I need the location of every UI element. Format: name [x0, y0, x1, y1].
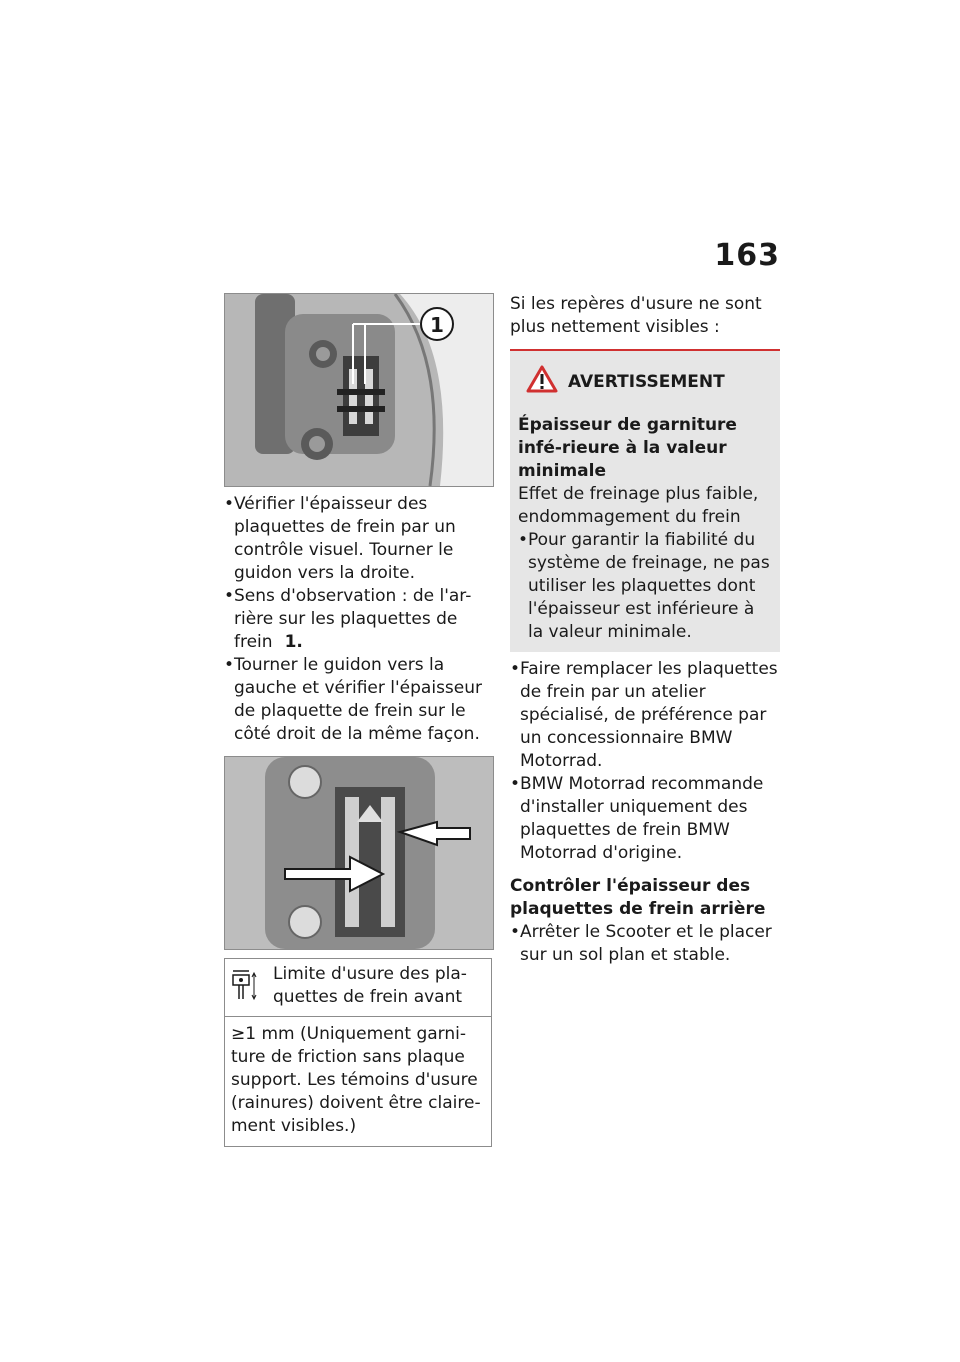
warning-box	[510, 349, 780, 652]
list-item: • Arrêter le Scooter et le placer sur un sol plan et stable.	[510, 921, 780, 967]
list-item: • Tourner le guidon vers la gauche et vérifier l'épaisseur de plaquette de frein sur le côté droit de la même façon.	[224, 654, 494, 746]
wear-limit-value: ≥1 mm (Uniquement garni-ture de friction sans plaque support. Les témoins d'usure (rainures) doivent être claire-ment visibles.)	[231, 1024, 481, 1136]
section-bullet-list	[510, 921, 780, 967]
list-item: • BMW Motorrad recommande d'installer uniquement des plaquettes de frein BMW Motorrad d'origine.	[510, 773, 780, 865]
warning-subtitle: Épaisseur de garniture infé-rieure à la valeur minimale	[518, 415, 737, 481]
wear-limit-title: Limite d'usure des pla-quettes de frein avant	[273, 964, 467, 1007]
right-bullet-list	[510, 658, 780, 865]
brake-pad-wear-icon	[231, 963, 273, 1010]
left-column	[224, 293, 494, 1147]
brake-pads-illustration	[225, 757, 493, 949]
list-item: • Sens d'observation : de l'ar-rière sur les plaquettes de frein 1.	[224, 585, 494, 654]
callout-label: 1	[430, 313, 444, 337]
wear-limit-box	[224, 958, 492, 1147]
warning-text: Effet de freinage plus faible, endommagement du frein	[518, 484, 759, 527]
right-column	[510, 293, 780, 967]
wear-limit-header	[225, 959, 491, 1017]
section-title: Contrôler l'épaisseur des plaquettes de frein arrière	[510, 876, 766, 919]
list-item: • Faire remplacer les plaquettes de frein par un atelier spécialisé, de préférence par un concessionnaire BMW Motorrad.	[510, 658, 780, 773]
intro-text: Si les repères d'usure ne sont plus nettement visibles :	[510, 294, 762, 337]
warning-triangle-icon	[526, 365, 558, 400]
figure-brake-caliper-front	[224, 293, 494, 487]
figure-brake-pads-arrows	[224, 756, 494, 950]
list-item: • Pour garantir la fiabilité du système de freinage, ne pas utiliser les plaquettes dont l'épaisseur est inférieure à la valeur minimale.	[518, 529, 772, 644]
warning-header	[526, 365, 772, 400]
page-number: 163	[714, 238, 780, 273]
reference-number: 1.	[284, 632, 303, 652]
left-bullet-list	[224, 493, 494, 746]
brake-caliper-illustration	[225, 294, 493, 486]
warning-bullet-list	[518, 529, 772, 644]
list-item: • Vérifier l'épaisseur des plaquettes de frein par un contrôle visuel. Tourner le guidon vers la droite.	[224, 493, 494, 585]
warning-title: AVERTISSEMENT	[568, 372, 725, 392]
